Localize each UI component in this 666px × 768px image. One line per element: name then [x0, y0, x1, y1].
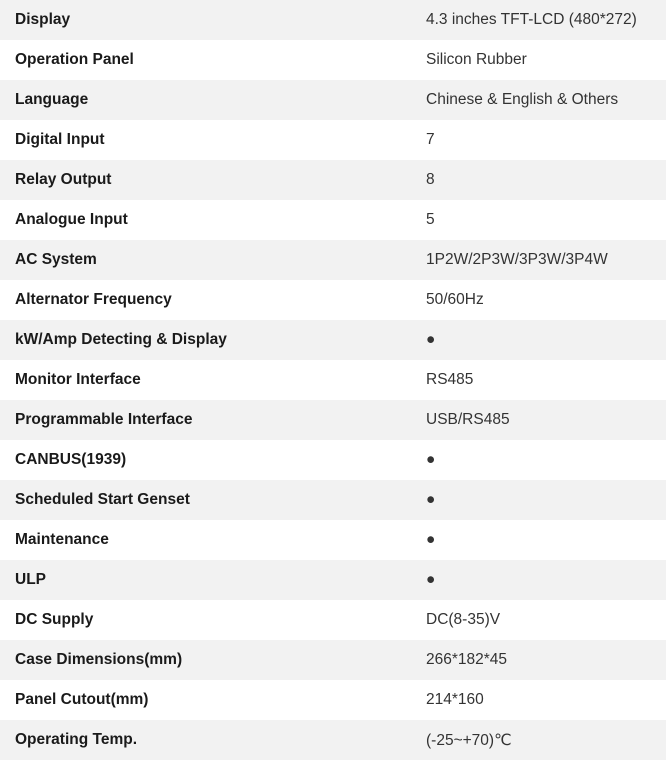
spec-value: ● [426, 560, 666, 600]
spec-value: 7 [426, 120, 666, 160]
spec-label: ULP [0, 560, 426, 600]
spec-value: Silicon Rubber [426, 40, 666, 80]
spec-value: 50/60Hz [426, 280, 666, 320]
table-row [0, 160, 666, 200]
spec-label: Alternator Frequency [0, 280, 426, 320]
table-row [0, 600, 666, 640]
spec-label: Operating Temp. [0, 720, 426, 760]
spec-label: Maintenance [0, 520, 426, 560]
table-row [0, 40, 666, 80]
spec-label: Language [0, 80, 426, 120]
table-row [0, 640, 666, 680]
spec-value: ● [426, 520, 666, 560]
spec-value: ● [426, 440, 666, 480]
table-row [0, 720, 666, 760]
spec-label: Display [0, 0, 426, 40]
spec-value: ● [426, 480, 666, 520]
table-row [0, 80, 666, 120]
spec-label: Scheduled Start Genset [0, 480, 426, 520]
spec-value: RS485 [426, 360, 666, 400]
spec-value: USB/RS485 [426, 400, 666, 440]
table-row [0, 520, 666, 560]
spec-value: Chinese & English & Others [426, 80, 666, 120]
spec-label: Case Dimensions(mm) [0, 640, 426, 680]
spec-label: DC Supply [0, 600, 426, 640]
spec-value: 4.3 inches TFT-LCD (480*272) [426, 0, 666, 40]
table-row [0, 280, 666, 320]
spec-label: AC System [0, 240, 426, 280]
table-row [0, 560, 666, 600]
spec-label: Analogue Input [0, 200, 426, 240]
table-row [0, 440, 666, 480]
spec-label: kW/Amp Detecting & Display [0, 320, 426, 360]
spec-value: 266*182*45 [426, 640, 666, 680]
spec-value: ● [426, 320, 666, 360]
spec-label: Relay Output [0, 160, 426, 200]
table-row [0, 240, 666, 280]
spec-value: 214*160 [426, 680, 666, 720]
table-row [0, 0, 666, 40]
spec-value: DC(8-35)V [426, 600, 666, 640]
spec-label: Programmable Interface [0, 400, 426, 440]
spec-value: 8 [426, 160, 666, 200]
table-row [0, 200, 666, 240]
spec-value: 5 [426, 200, 666, 240]
spec-value: 1P2W/2P3W/3P3W/3P4W [426, 240, 666, 280]
table-row [0, 320, 666, 360]
spec-value: (-25~+70)℃ [426, 720, 666, 760]
spec-label: Operation Panel [0, 40, 426, 80]
table-row [0, 360, 666, 400]
table-row [0, 680, 666, 720]
spec-label: Monitor Interface [0, 360, 426, 400]
table-row [0, 400, 666, 440]
table-row [0, 120, 666, 160]
spec-label: CANBUS(1939) [0, 440, 426, 480]
table-row [0, 480, 666, 520]
spec-label: Panel Cutout(mm) [0, 680, 426, 720]
spec-label: Digital Input [0, 120, 426, 160]
